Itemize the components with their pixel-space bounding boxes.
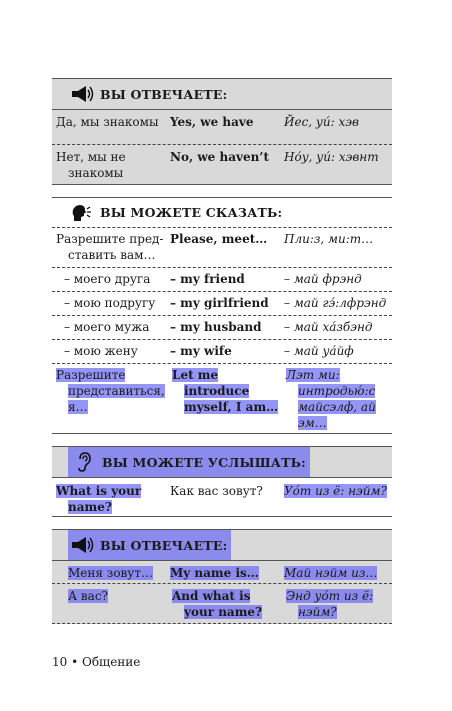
table-row — [52, 109, 392, 145]
highlighted-text: Let me introduce myself, I am… — [172, 368, 279, 414]
en-cell — [168, 584, 282, 623]
tr-cell: Йес, уи́: хэв — [284, 115, 359, 129]
section-heading — [52, 447, 392, 477]
section-heading-text: ВЫ МОЖЕТЕ СКАЗАТЬ: — [100, 205, 283, 220]
tr-cell: Но́у, уи́: хэвнт — [284, 150, 379, 164]
section-heading — [52, 530, 392, 560]
section-heading-text: ВЫ ОТВЕЧАЕТЕ: — [100, 537, 228, 553]
en-cell: Please, meet… — [170, 232, 268, 246]
highlighted-text: Разрешите представиться, я… — [56, 368, 165, 414]
en-cell: – my friend — [170, 272, 245, 286]
table-row — [52, 316, 392, 340]
table-row — [52, 560, 392, 584]
highlighted-text: Уо́т из ё: нэйм? — [284, 484, 387, 498]
highlighted-text: My name is… — [170, 566, 259, 580]
table-row — [52, 228, 392, 268]
ear-icon — [70, 451, 98, 473]
ru-cell: – мою подругу — [64, 296, 156, 310]
section-heading — [52, 198, 392, 228]
ru-cell: Да, мы знакомы — [56, 115, 159, 129]
table-row — [52, 292, 392, 316]
en-cell: No, we haven’t — [170, 150, 270, 164]
ru-cell: – моего мужа — [64, 320, 150, 334]
highlighted-text: Май нэйм из… — [284, 566, 378, 580]
page-footer: 10 • Общение — [52, 655, 141, 669]
en-cell — [168, 561, 282, 583]
section-you-answer-1 — [52, 78, 392, 185]
highlighted-text: And what is your name? — [172, 589, 263, 619]
highlighted-text: Меня зовут… — [68, 566, 153, 580]
ru-cell: – моего друга — [64, 272, 151, 286]
en-cell: Как вас зовут? — [170, 484, 263, 498]
highlighted-text: Лэт ми: интродью́:с майсэлф, ай эм… — [286, 368, 376, 430]
speaking-head-icon — [68, 202, 96, 224]
megaphone-icon — [68, 534, 96, 556]
megaphone-icon — [68, 83, 96, 105]
tr-cell — [282, 561, 392, 583]
table-row — [52, 364, 392, 434]
table-row — [52, 477, 392, 517]
table-row — [52, 584, 392, 624]
tr-cell: – май ха́збэнд — [284, 320, 373, 334]
section-you-can-hear — [52, 446, 392, 517]
highlighted-heading — [68, 530, 231, 560]
section-heading-text: ВЫ МОЖЕТЕ УСЛЫШАТЬ: — [102, 454, 307, 470]
tr-cell — [282, 584, 392, 623]
ru-cell: Разрешите пред-ставить вам… — [56, 232, 164, 262]
table-row — [52, 268, 392, 292]
en-cell: – my husband — [170, 320, 262, 334]
ru-cell: Нет, мы не знакомы — [56, 150, 126, 180]
tr-cell: Пли:з, ми:т… — [284, 232, 374, 246]
en-cell: – my girlfriend — [170, 296, 269, 310]
table-row — [52, 340, 392, 364]
highlighted-heading — [68, 447, 310, 477]
tr-cell: – май гэ́:лфрэнд — [284, 296, 387, 310]
section-you-can-say — [52, 197, 392, 434]
tr-cell — [282, 478, 392, 516]
tr-cell: – май уа́йф — [284, 344, 354, 358]
tr-cell: – май фрэнд — [284, 272, 362, 286]
ru-cell — [52, 364, 168, 433]
table-row — [52, 145, 392, 185]
section-heading-text: ВЫ ОТВЕЧАЕТЕ: — [100, 86, 228, 102]
ru-cell — [52, 584, 168, 623]
ru-cell — [52, 561, 168, 583]
en-cell — [168, 364, 282, 433]
highlighted-text: А вас? — [68, 589, 108, 603]
ru-cell: – мою жену — [64, 344, 138, 358]
highlighted-text: Энд уо́т из ё: нэйм? — [286, 589, 374, 619]
en-cell: – my wife — [170, 344, 232, 358]
ru-cell — [52, 478, 168, 516]
highlighted-text: What is your name? — [56, 484, 142, 514]
section-heading — [52, 79, 392, 109]
en-cell: Yes, we have — [170, 115, 254, 129]
tr-cell — [282, 364, 392, 433]
section-you-answer-2 — [52, 529, 392, 624]
